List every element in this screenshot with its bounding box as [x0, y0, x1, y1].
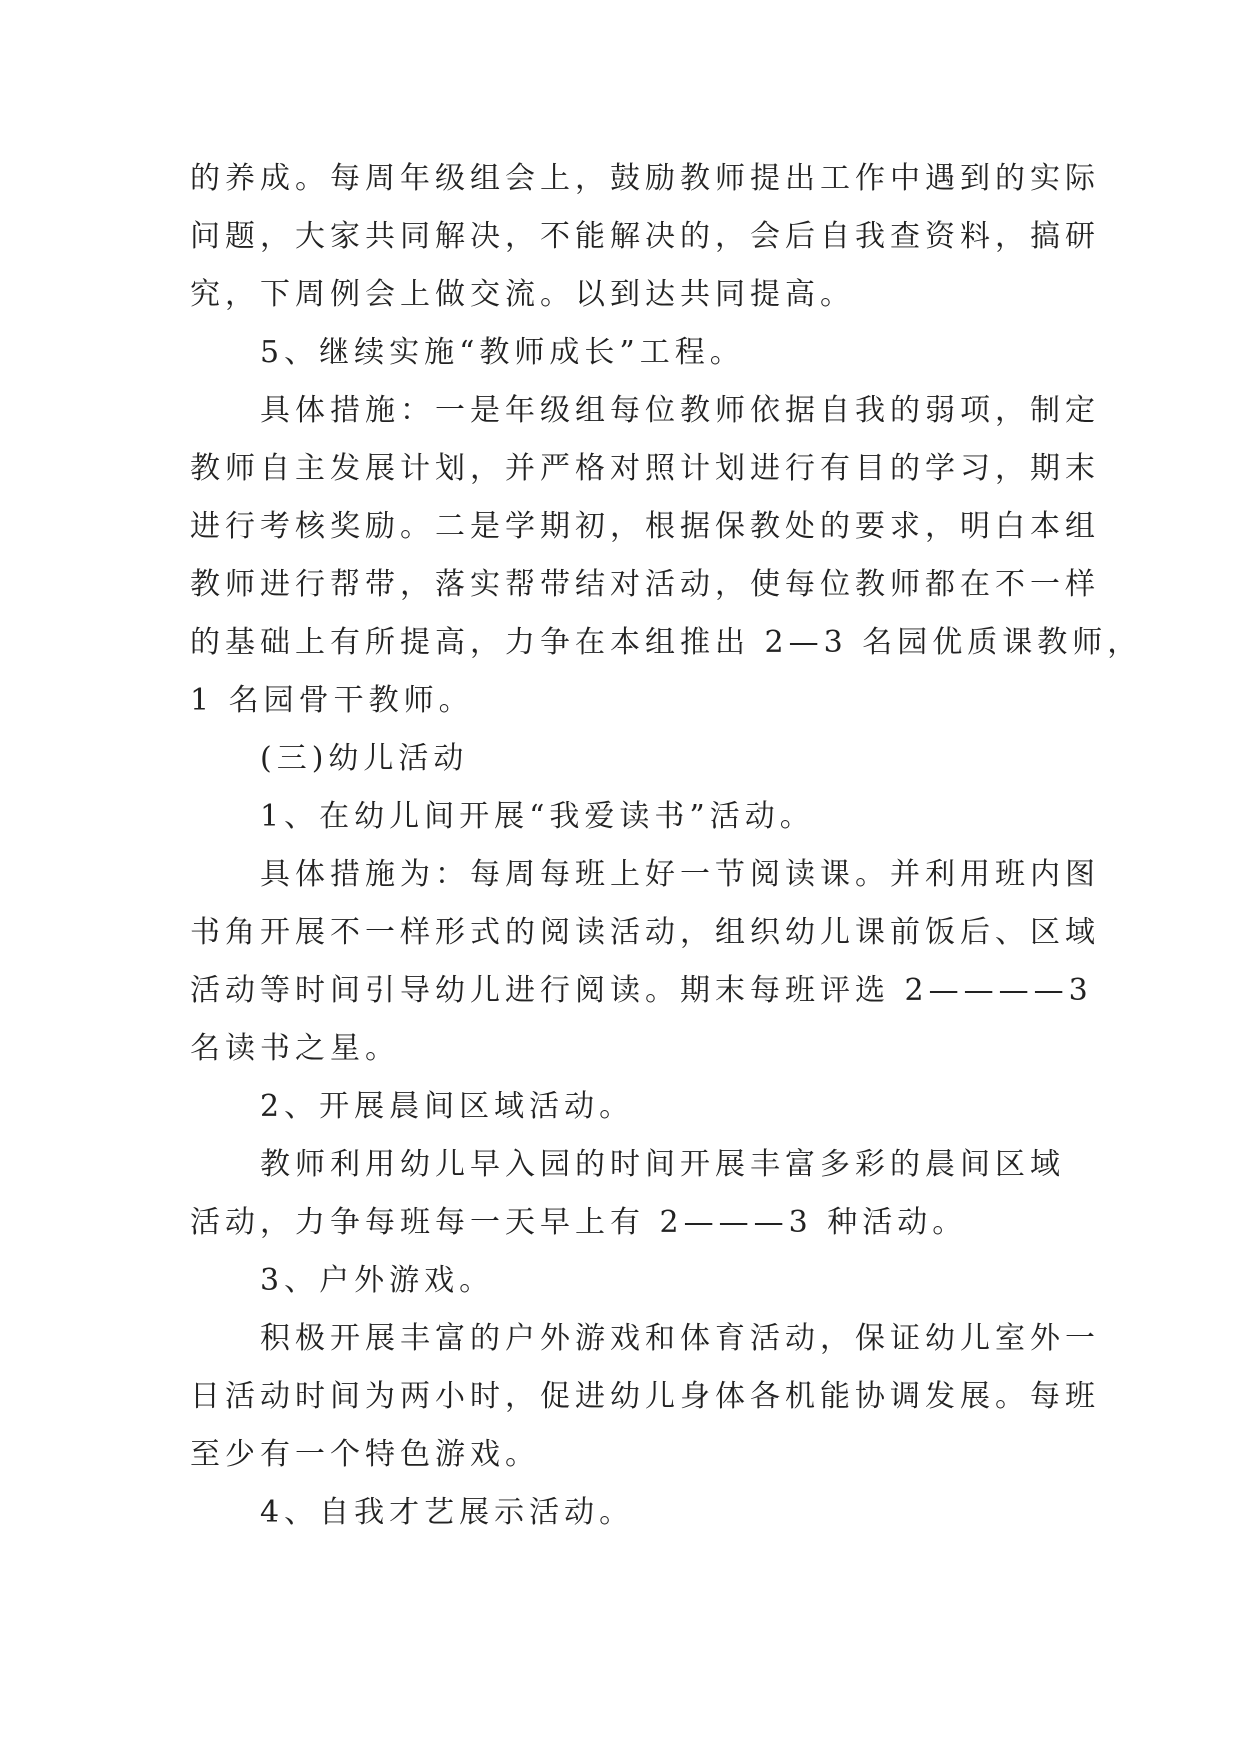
text-line: 具体措施为：每周每班上好一节阅读课。并利用班内图 — [260, 857, 1100, 892]
text-line: 1 名园骨干教师。 — [190, 683, 474, 718]
text-line: 日活动时间为两小时，促进幼儿身体各机能协调发展。每班 — [190, 1379, 1100, 1414]
text-line: 积极开展丰富的户外游戏和体育活动，保证幼儿室外一 — [260, 1321, 1100, 1356]
text-line: 进行考核奖励。二是学期初，根据保教处的要求，明白本组 — [190, 509, 1100, 544]
text-line: 教师利用幼儿早入园的时间开展丰富多彩的晨间区域 — [260, 1147, 1065, 1182]
document-body — [190, 150, 1143, 1542]
text-line: 问题，大家共同解决，不能解决的，会后自我查资料，搞研 — [190, 219, 1100, 254]
text-line: 教师自主发展计划，并严格对照计划进行有目的学习，期末 — [190, 451, 1100, 486]
text-line: 4、自我才艺展示活动。 — [260, 1495, 635, 1530]
text-line: 的养成。每周年级组会上，鼓励教师提出工作中遇到的实际 — [190, 161, 1100, 196]
text-line: (三)幼儿活动 — [260, 741, 469, 776]
text-line: 活动等时间引导幼儿进行阅读。期末每班评选 2————3 — [190, 973, 1093, 1008]
text-line: 究，下周例会上做交流。以到达共同提高。 — [190, 277, 855, 312]
text-line: 教师进行帮带，落实帮带结对活动，使每位教师都在不一样 — [190, 567, 1100, 602]
text-line: 1、在幼儿间开展“我爱读书”活动。 — [260, 799, 815, 834]
text-line: 至少有一个特色游戏。 — [190, 1437, 540, 1472]
text-line: 3、户外游戏。 — [260, 1263, 495, 1298]
text-line: 名读书之星。 — [190, 1031, 400, 1066]
text-line: 2、开展晨间区域活动。 — [260, 1089, 635, 1124]
text-line: 书角开展不一样形式的阅读活动，组织幼儿课前饭后、区域 — [190, 915, 1100, 950]
text-line: 具体措施：一是年级组每位教师依据自我的弱项，制定 — [260, 393, 1100, 428]
text-line: 5、继续实施“教师成长”工程。 — [260, 335, 745, 370]
text-line: 活动，力争每班每一天早上有 2———3 种活动。 — [190, 1205, 968, 1240]
text-line: 的基础上有所提高，力争在本组推出 2—3 名园优质课教师， — [190, 625, 1143, 660]
